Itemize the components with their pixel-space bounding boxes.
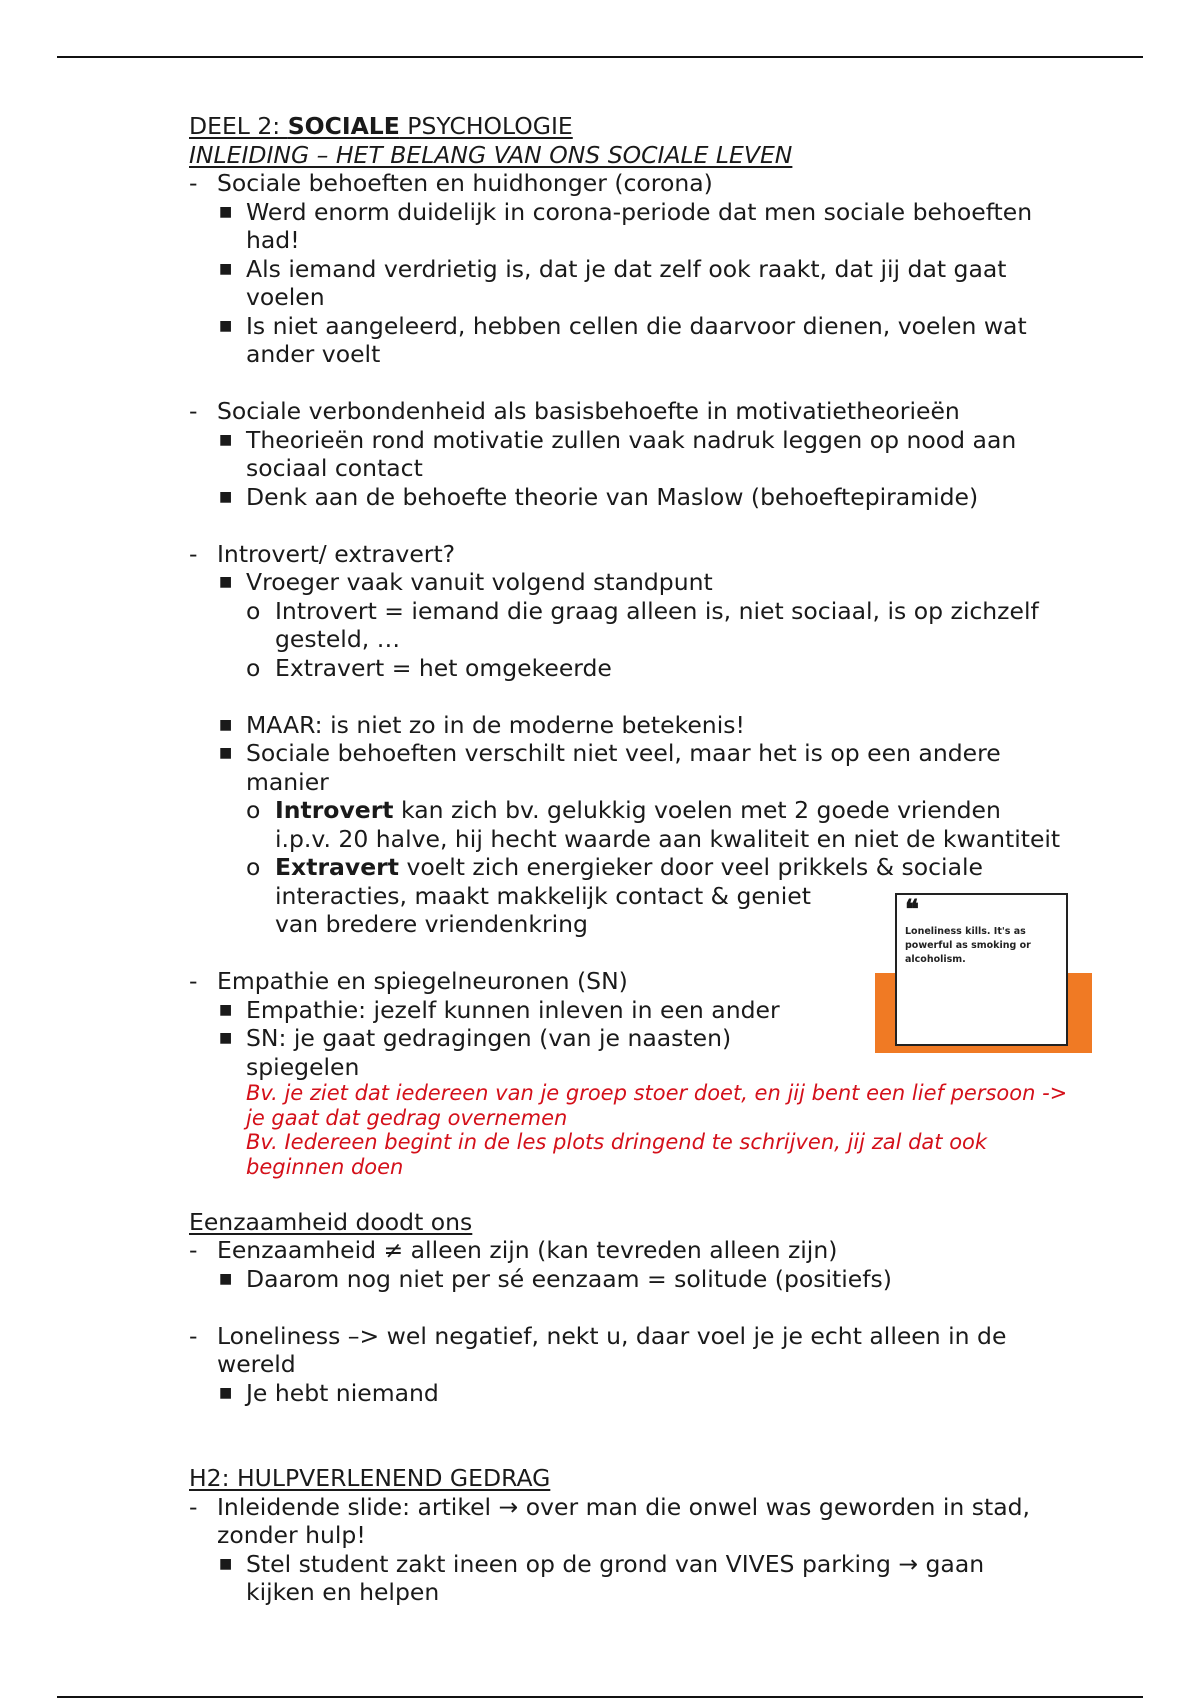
quote-subtext: Close relationships, more than money or fame, are what keep people happy throughout their lives.	[905, 982, 1052, 1035]
list-item: - Sociale verbondenheid als basisbehoefte in motivatietheorieën	[189, 397, 960, 425]
document-body: DEEL 2: SOCIALE PSYCHOLOGIE INLEIDING – HET BELANG VAN ONS SOCIALE LEVEN - Sociale behoeften en huidhonger (corona) ■ Werd enorm duidelijk in corona-periode dat men sociale behoeften had! ■ Als iemand verdrietig is, dat je dat zelf ook raakt, dat jij dat gaat voelen ■ Is niet aangeleerd, hebben cellen die daarvoor dienen, voelen wat ander voelt - Sociale verbondenheid als basisbehoefte in motivatietheorieën ■ Theorieën rond motivatie zullen vaak nadruk leggen op nood aan sociaal contact ■ Denk aan de behoefte theorie van Maslow (behoeftepiramide) - Introvert/ extravert? ■ Vroeger vaak vanuit volgend standpunt o Introvert = iemand die graag alleen is, niet sociaal, is op zichzelf gesteld, … o Extravert = het omgekeerde ■ MAAR: is niet zo in de moderne betekenis! ■ Sociale behoeften verschilt niet veel, maar het is op een andere manier o Introvert kan zich bv. gelukkig voelen met 2 goede vrienden i.p.v. 20 halve, hij hecht waarde aan kwaliteit en niet de kwantiteit o Extravert voelt zich energieker door veel prikkels & sociale interacties, maakt makkelijk contact & geniet van bredere vriendenkring - Empathie en spiegelneuronen (SN) ■ Empathie: jezelf kunnen inleven in een ander ■ SN: je gaat gedragingen (van je naasten) spiegelen Bv. je ziet dat iedereen van je groep stoer doet, en jij bent een lief persoon -> je gaat dat gedrag overnemen Bv. Iedereen begint in de les plots dringend te schrijven, jij zal dat ook beginnen doen Eenzaamheid doodt ons - Eenzaamheid ≠ alleen zijn (kan tevreden alleen zijn) ■ Daarom nog niet per sé eenzaam = solitude (positiefs) - Loneliness –> wel negatief, nekt u, daar voel je je echt alleen in de wereld ■ Je hebt niemand H2: HULPVERLENEND GEDRAG - Inleidende slide: artikel → over man die onwel was geworden in stad, zonder hulp! ■ Stel student zakt ineen op de grond van VIVES parking → gaan kijken en helpen	[189, 112, 1109, 1607]
example-note: Bv. Iedereen begint in de les plots dringend te schrijven, jij zal dat ook	[246, 1130, 988, 1154]
list-item: - Sociale behoeften en huidhonger (corona)	[189, 169, 713, 197]
list-item: - Introvert/ extravert?	[189, 539, 456, 568]
list-item: ■ Daarom nog niet per sé eenzaam = solitude (positiefs)	[219, 1264, 892, 1293]
list-item: o Extravert voelt zich energieker door veel prikkels & sociale	[246, 853, 983, 881]
list-item: ■ SN: je gaat gedragingen (van je naasten)	[219, 1024, 732, 1052]
list-item: ■ Theorieën rond motivatie zullen vaak nadruk leggen op nood aan	[219, 425, 1017, 454]
chapter-heading: H2: HULPVERLENEND GEDRAG	[189, 1464, 551, 1492]
list-item: ■ Is niet aangeleerd, hebben cellen die daarvoor dienen, voelen wat	[219, 311, 1027, 340]
list-item: ■ MAAR: is niet zo in de moderne betekenis!	[219, 710, 745, 739]
list-item: ■ Denk aan de behoefte theorie van Maslow (behoeftepiramide)	[219, 482, 979, 511]
list-item: o Extravert = het omgekeerde	[246, 653, 612, 682]
list-item: ■ Empathie: jezelf kunnen inleven in een ander	[219, 995, 780, 1024]
list-item: - Loneliness –> wel negatief, nekt u, daar voel je je echt alleen in de	[189, 1321, 1007, 1350]
quote-image	[875, 893, 1092, 1053]
list-item: - Empathie en spiegelneuronen (SN)	[189, 967, 628, 995]
quote-mark-icon: ❝	[905, 895, 919, 925]
header-rule	[57, 56, 1143, 58]
quote-text: Loneliness kills. It's as powerful as smoking or alcoholism.	[905, 926, 1031, 965]
example-note: Bv. je ziet dat iedereen van je groep stoer doet, en jij bent een lief persoon ->	[246, 1081, 1068, 1105]
section-heading: Eenzaamheid doodt ons	[189, 1207, 473, 1236]
list-item: ■ Werd enorm duidelijk in corona-periode dat men sociale behoeften	[219, 197, 1033, 226]
list-item: ■ Vroeger vaak vanuit volgend standpunt	[219, 568, 713, 596]
list-item: o Introvert kan zich bv. gelukkig voelen met 2 goede vrienden	[246, 796, 1001, 824]
part-title: DEEL 2: SOCIALE PSYCHOLOGIE	[189, 112, 573, 140]
list-item: ■ Je hebt niemand	[219, 1378, 439, 1407]
footer-rule	[57, 1696, 1143, 1698]
list-item: o Introvert = iemand die graag alleen is, niet sociaal, is op zichzelf	[246, 596, 1039, 625]
intro-heading: INLEIDING – HET BELANG VAN ONS SOCIALE LEVEN	[189, 140, 793, 169]
list-item: ■ Als iemand verdrietig is, dat je dat zelf ook raakt, dat jij dat gaat	[219, 254, 1007, 283]
list-item: - Inleidende slide: artikel → over man die onwel was geworden in stad,	[189, 1492, 1030, 1521]
list-item: - Eenzaamheid ≠ alleen zijn (kan tevreden alleen zijn)	[189, 1236, 838, 1264]
list-item: ■ Sociale behoeften verschilt niet veel, maar het is op een andere	[219, 739, 1001, 767]
list-item: ■ Stel student zakt ineen op de grond van VIVES parking → gaan	[219, 1549, 985, 1578]
